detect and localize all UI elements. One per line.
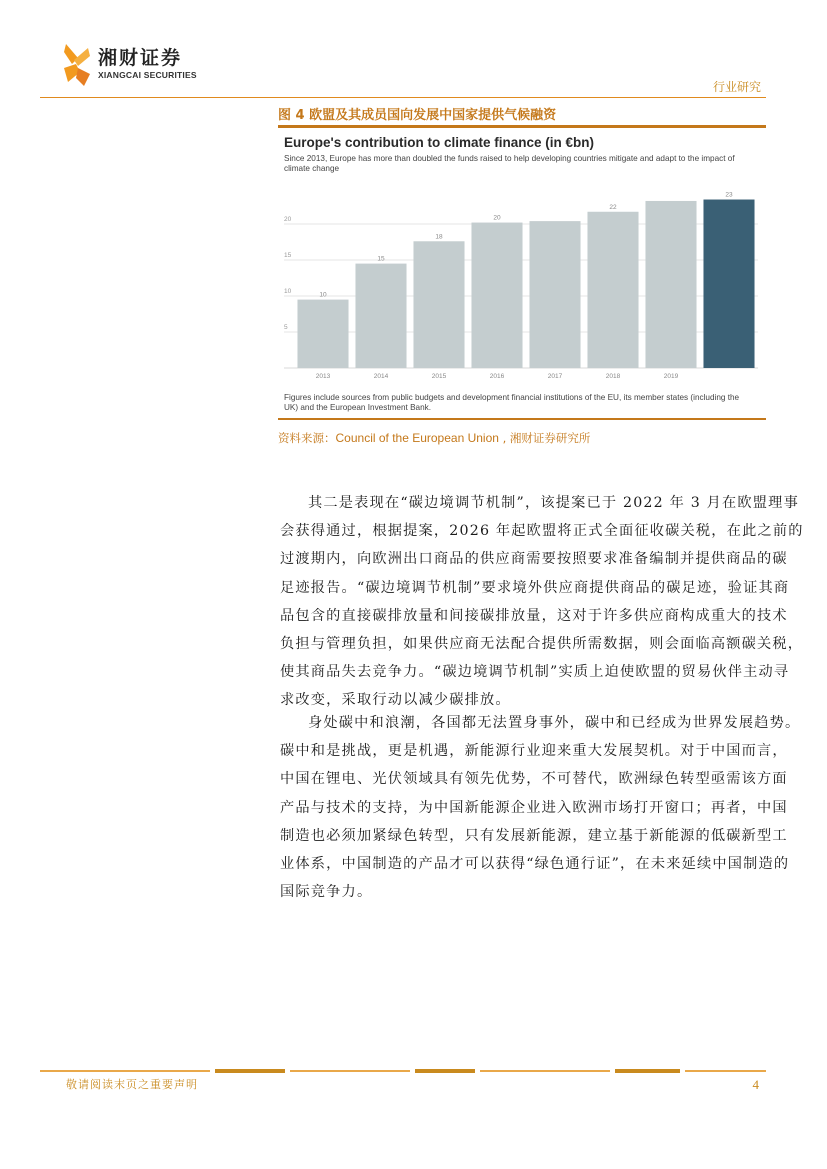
x-tick-label: 2019: [663, 373, 679, 380]
paragraph-line: 负担与管理负担，如果供应商无法配合提供所需数据，则会面临高额碳关税，: [280, 636, 804, 653]
paragraph-line: 其二是表现在“碳边境调节机制”，该提案已于 2022 年 3 月在欧盟理事: [308, 495, 799, 511]
data-label: 10: [319, 291, 327, 299]
logo-english-name: XIANGCAI SECURITIES: [98, 70, 197, 80]
source-suffix: , 湘财证券研究所: [498, 431, 591, 445]
y-tick-label: 15: [284, 252, 292, 259]
figure-source: [278, 430, 590, 446]
data-label: 22: [609, 203, 617, 211]
data-label: 20: [493, 214, 501, 222]
page-number: 4: [752, 1077, 759, 1092]
source-prefix: 资料来源：: [278, 431, 336, 445]
figure-top-rule: [278, 125, 766, 128]
bar: [355, 264, 406, 368]
y-tick-label: 5: [284, 324, 288, 331]
paragraph-line: 业体系，中国制造的产品才可以获得“绿色通行证”，在未来延续中国制造的: [280, 856, 790, 873]
body-paragraph-2: [280, 709, 801, 906]
section-label: 行业研究: [712, 80, 761, 94]
figure-bottom-rule: [278, 418, 766, 420]
chart-subtitle: Since 2013, Europe has more than doubled the funds raised to help developing countries mitigate and adapt to the impact of climate change: [284, 154, 735, 173]
data-label: 15: [377, 255, 385, 263]
chart-title: Europe's contribution to climate finance (in €bn): [284, 135, 594, 150]
paragraph-line: 国际竞争力。: [280, 884, 373, 901]
paragraph-line: 产品与技术的支持，为中国新能源企业进入欧洲市场打开窗口；再者，中国: [280, 799, 788, 816]
paragraph-line: 会获得通过，根据提案，2026 年起欧盟将正式全面征收碳关税，在此之前的: [280, 523, 804, 540]
paragraph-line: 使其商品失去竞争力。“碳边境调节机制”实质上迫使欧盟的贸易伙伴主动寻: [280, 664, 790, 681]
paragraph-line: 过渡期内，向欧洲出口商品的供应商需要按照要求准备编制并提供商品的碳: [280, 551, 788, 568]
paragraph-line: 足迹报告。“碳边境调节机制”要求境外供应商提供商品的碳足迹，验证其商: [280, 579, 790, 596]
y-tick-label: 10: [284, 288, 292, 295]
x-tick-label: 2016: [489, 373, 505, 380]
paragraph-line: 碳中和是挑战，更是机遇，新能源行业迎来重大发展契机。对于中国而言，: [280, 743, 788, 760]
bar: [529, 221, 580, 368]
x-tick-label: 2017: [547, 373, 563, 380]
footer-decorative-bars: [40, 1067, 766, 1075]
x-tick-label: 2018: [605, 373, 621, 380]
paragraph-line: 制造也必须加紧绿色转型，只有发展新能源，建立基于新能源的低碳新型工: [280, 827, 788, 844]
bar: [645, 201, 696, 368]
figure-caption: 图 4 欧盟及其成员国向发展中国家提供气候融资: [278, 108, 557, 123]
logo-chinese-name: 湘财证券: [98, 47, 183, 69]
footer-disclaimer-note: 敬请阅读末页之重要声明: [66, 1078, 198, 1091]
chart-footnote: Figures include sources from public budgets and development financial institutions of the EU, its member states (including the UK) and the European Investment Bank.: [284, 393, 740, 412]
source-org: Council of the European Union: [335, 431, 499, 445]
header-divider: [40, 97, 766, 98]
paragraph-line: 中国在锂电、光伏领域具有领先优势，不可替代，欧洲绿色转型亟需该方面: [280, 771, 788, 788]
body-paragraph-1: [280, 489, 804, 715]
bar-chart: [278, 180, 766, 385]
y-tick-label: 20: [284, 216, 292, 223]
company-logo-icon: [62, 42, 92, 88]
bar: [297, 300, 348, 368]
data-label: 18: [435, 233, 443, 241]
x-tick-label: 2015: [431, 373, 447, 380]
x-tick-label: 2013: [315, 373, 331, 380]
bar: [587, 212, 638, 368]
paragraph-line: 品包含的直接碳排放量和间接碳排放量，这对于许多供应商构成重大的技术: [280, 607, 788, 624]
paragraph-line: 求改变，采取行动以减少碳排放。: [280, 692, 511, 709]
data-label: 23: [725, 191, 733, 199]
paragraph-line: 身处碳中和浪潮，各国都无法置身事外，碳中和已经成为世界发展趋势。: [308, 715, 801, 731]
bar: [703, 200, 754, 368]
x-tick-label: 2014: [373, 373, 389, 380]
bar: [471, 223, 522, 368]
bar: [413, 241, 464, 368]
